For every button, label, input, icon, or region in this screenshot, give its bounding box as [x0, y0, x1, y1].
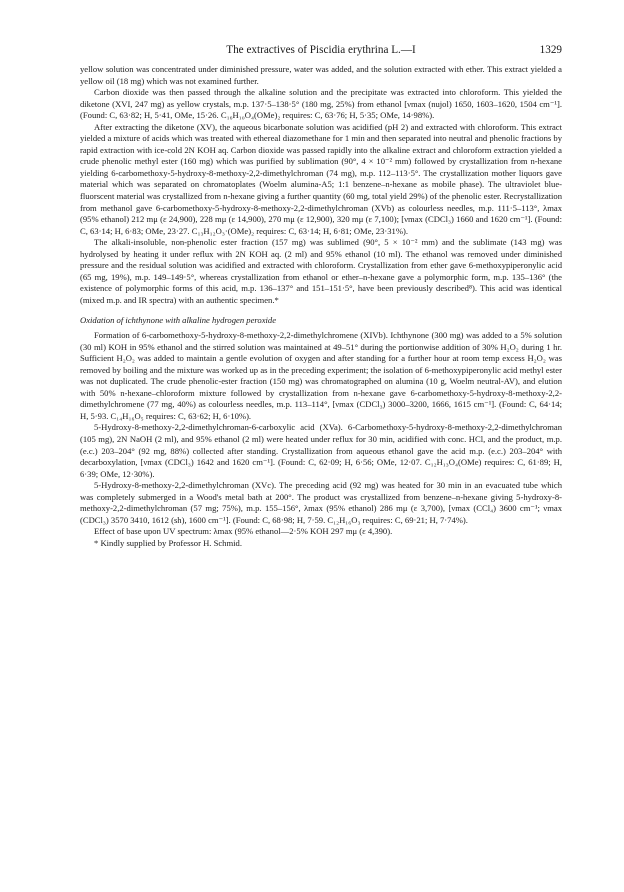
paragraph: After extracting the diketone (XV), the aqueous bicarbonate solution was acidified (pH 2) and extracted with chloroform. This extract yielded a mixture of acids which was treated with ethereal diazomethane for 1 min and then separated into neutral and phenolic fractions by rapid extraction with ice-cold 2N KOH aq. Carbon dioxide was passed rapidly into the alkaline extract and chloroform extraction yielded a crude phenolic methyl ester (160 mg) which was purified by sublimation (90°, 4 × 10⁻² mm) followed by crystallization from n-hexane yielding 6-carbomethoxy-5-hydroxy-8-methoxy-2,2-dimethylchroman (74 mg), m.p. 112–113·5°. The crystallization mother liquors gave material which was separated on chromatoplates (Woelm alumina-A5; 1:1 benzene–n-hexane as mobile phase). The ultraviolet blue-fluorscent material was crystallized from n-hexane giving a further quantity (60 mg, total yield 29%) of the phenolic ester. Recrystallization from methanol gave 6-carbomethoxy-5-hydroxy-8-methoxy-2,2-dimethylchroman (XVb) as colourless needles, m.p. 111·5–113°, λmax (95% ethanol) 212 mμ (ε 24,900), 228 mμ (ε 14,900), 270 mμ (ε 12,900), 320 mμ (ε 7,100); [νmax (CDCl₃) 1660 and 1620 cm⁻¹]. (Found: C, 63·14; H, 6·83; OMe, 23·27. C₁₃H₁₂O₃·(OMe)₂ requires: C, 63·14; H, 6·81; OMe, 23·31%).: [80, 121, 562, 236]
paragraph: Carbon dioxide was then passed through the alkaline solution and the precipitate was extracted into chloroform. This yielded the diketone (XVI, 247 mg) as yellow crystals, m.p. 137·5–138·5° (180 mg, 25%) from ethanol [νmax (nujol) 1650, 1603–1620, 1504 cm⁻¹]. (Found: C, 63·82; H, 5·41, OMe, 15·26. C₁₆H₁₀O₄(OMe)₂ requires: C, 63·76; H, 5·35; OMe, 14·98%).: [80, 87, 562, 121]
page-number: 1329: [539, 44, 562, 56]
section-heading: Oxidation of ichthynone with alkaline hydrogen peroxide: [80, 315, 277, 326]
paragraph: yellow solution was concentrated under diminished pressure, water was added, and the solution extracted with ether. This extract yielded a yellow oil (18 mg) which was not examined further.: [80, 64, 562, 86]
paragraph: Formation of 6-carbomethoxy-5-hydroxy-8-methoxy-2,2-dimethylchromene (XIVb). Ichthynone (300 mg) was added to a 5% solution (30 ml) KOH in 95% ethanol and the stirred solution was maintained at 49–51° during the portionwise addition of 30% H₂O₂ during 1 hr. Sufficient H₂O₂ was added to maintain a gentle evolution of oxygen and after standing for a further hour at room temp excess H₂O₂ was removed by boiling and the mixture was worked up as in the preceding experiment; the isolation of 6-methoxypiperonylic acid methyl ester was not duplicated. The crude phenolic-ester fraction (150 mg) was chromatographed on alumina (10 g, Woelm neutral-AV), and elution with 50% n-hexane–chloroform mixture followed by crystallization from n-hexane gave 6-carbomethoxy-5-hydroxy-8-methoxy-2,2-dimethylchromene (77 mg, 40%) as colourless needles, m.p. 113–114°, [νmax (CDCl₃) 3000–3200, 1666, 1615 cm⁻¹]. (Found: C, 64·14; H, 5·93. C₁₄H₁₆O₅ requires: C, 63·62; H, 6·10%).: [80, 330, 562, 421]
paragraph: The alkali-insoluble, non-phenolic ester fraction (157 mg) was sublimed (90°, 5 × 10⁻² mm) and the sublimate (143 mg) was hydrolysed by heating it under reflux with 2N KOH aq. (2 ml) and 95% ethanol (10 ml). The ethanol was removed under diminished pressure and the residual solution was acidified and extracted with chloroform. Crystallization from ether gave 6-methoxypiperonylic acid (65 mg, 19%), m.p. 149–149·5°, whereas crystallization from ethanol or ether–n-hexane gave a polymorphic form, m.p. 135–136° (the existence of polymorphic forms of this acid, m.p. 136–137° and 151–151·5°, have been previously described⁸). This acid was identical (mixed m.p. and IR spectra) with an authentic specimen.*: [80, 237, 562, 305]
running-header: [80, 44, 562, 62]
paragraph: Effect of base upon UV spectrum: λmax (95% ethanol—2·5% KOH 297 mμ (ε 4,390).: [94, 526, 393, 537]
footnote: * Kindly supplied by Professor H. Schmid.: [94, 537, 242, 548]
paragraph: 5-Hydroxy-8-methoxy-2,2-dimethylchroman-6-carboxylic acid (XVa). 6-Carbomethoxy-5-hydroxy-8-methoxy-2,2-dimethylchroman (105 mg), 2N NaOH (2 ml), and 95% ethanol (2 ml) were heated under reflux for 30 min, acidified with conc. HCl, and the product, m.p. (e.c.) 203–204° (92 mg, 88%) collected after standing. Crystallization from aqueous ethanol gave the acid m.p. (e.c.) 203–204° with decarboxylation, [νmax (CDCl₃) 1642 and 1620 cm⁻¹]. (Found: C, 62·09; H, 6·56; OMe, 12·07. C₁₂H₁₃O₄(OMe) requires: C, 61·89; H, 6·39; OMe, 12·30%).: [80, 422, 562, 479]
article-body: [80, 64, 562, 549]
paragraph: 5-Hydroxy-8-methoxy-2,2-dimethylchroman (XVc). The preceding acid (92 mg) was heated for 30 min in an evacuated tube which was completely submerged in a Wood's metal bath at 200°. The product was crystallized from benzene–n-hexane giving 5-hydroxy-8-methoxy-2,2-dimethylchroman (57 mg; 75%), m.p. 155–156°, λmax (95% ethanol) 286 mμ (ε 3,700), [νmax (CCl₄) 3600 cm⁻¹; νmax (CDCl₃) 3570 3410, 1612 (sh), 1600 cm⁻¹]. (Found: C, 68·98; H, 7·59. C₁₂H₁₆O₃ requires: C, 69·21; H, 7·74%).: [80, 480, 562, 525]
running-title: The extractives of Piscidia erythrina L.—I: [226, 44, 416, 56]
